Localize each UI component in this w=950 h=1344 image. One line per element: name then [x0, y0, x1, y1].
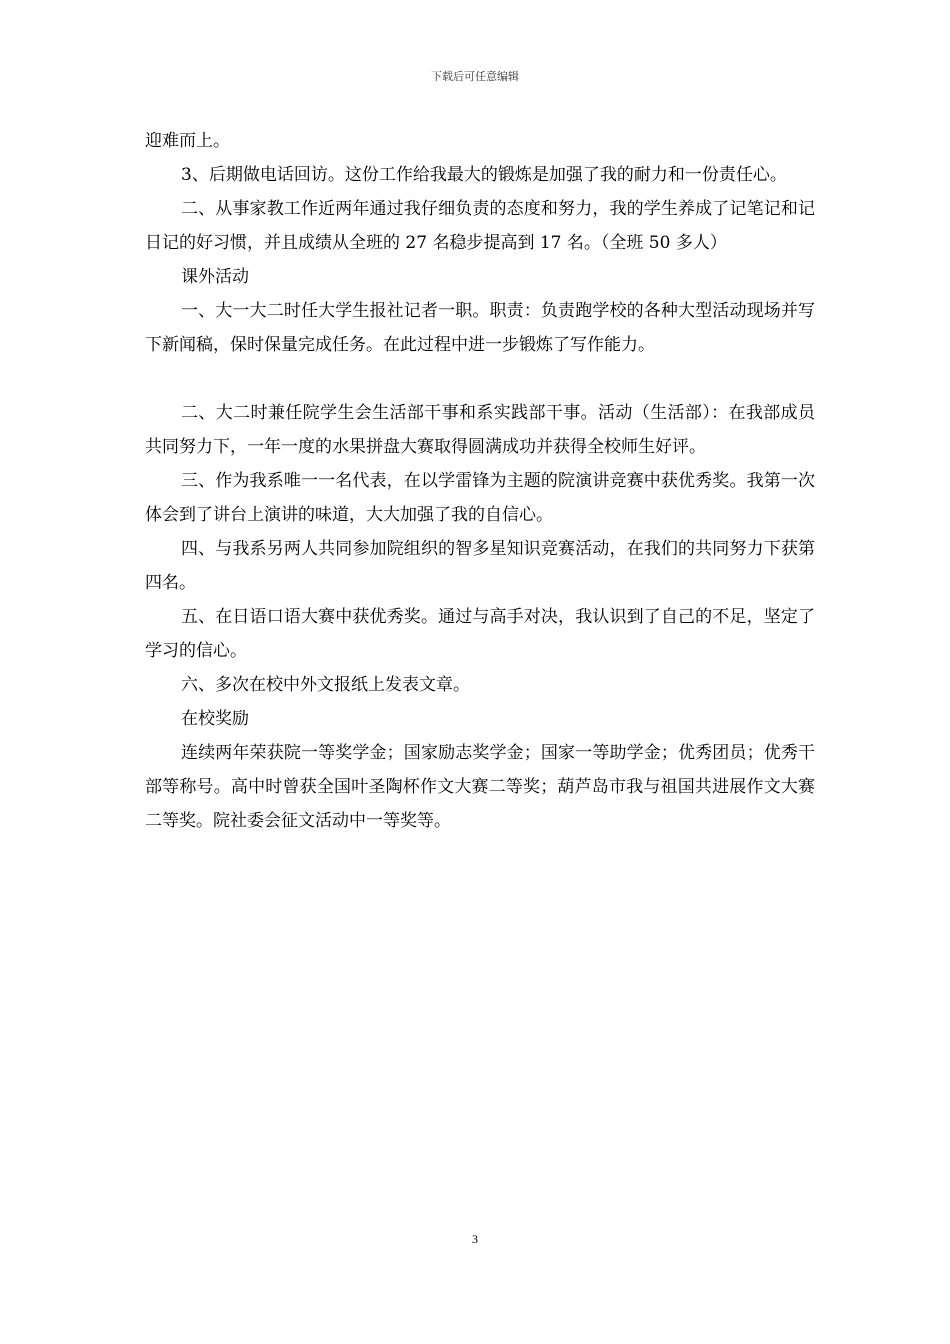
document-body [145, 124, 815, 838]
paragraph-japanese-contest: 五、在日语口语大赛中获优秀奖。通过与高手对决，我认识到了自己的不足，坚定了学习的信心。 [145, 607, 815, 661]
paragraph-reporter: 一、大一大二时任大学生报社记者一职。职责：负责跑学校的各种大型活动现场并写下新闻稿，保时保量完成任务。在此过程中进一步锻炼了写作能力。 [145, 301, 815, 355]
section-heading-extracurricular: 课外活动 [181, 267, 249, 287]
paragraph-speech-contest: 三、作为我系唯一一名代表，在以学雷锋为主题的院演讲竞赛中获优秀奖。我第一次体会到了讲台上演讲的味道，大大加强了我的自信心。 [145, 471, 815, 525]
paragraph-awards: 连续两年荣获院一等奖学金；国家励志奖学金；国家一等助学金；优秀团员；优秀干部等称号。高中时曾获全国叶圣陶杯作文大赛二等奖；葫芦岛市我与祖国共进展作文大赛二等奖。院社委会征文活动中一等奖等。 [145, 743, 815, 831]
paragraph-tutoring: 二、从事家教工作近两年通过我仔细负责的态度和努力，我的学生养成了记笔记和记日记的好习惯，并且成绩从全班的 27 名稳步提高到 17 名。（全班 50 多人） [145, 199, 815, 253]
page-number: 3 [472, 1232, 478, 1246]
section-heading-awards: 在校奖励 [181, 709, 249, 729]
paragraph-knowledge-contest: 四、与我系另两人共同参加院组织的智多星知识竞赛活动，在我们的共同努力下获第四名。 [145, 539, 815, 593]
paragraph-phone-followup: 3、后期做电话回访。这份工作给我最大的锻炼是加强了我的耐力和一份责任心。 [181, 165, 787, 185]
paragraph-student-union: 二、大二时兼任院学生会生活部干事和系实践部干事。活动（生活部）：在我部成员共同努力下，一年一度的水果拼盘大赛取得圆满成功并获得全校师生好评。 [145, 403, 815, 457]
paragraph-continuation: 迎难而上。 [145, 131, 230, 151]
page-header: 下载后可任意编辑 [431, 70, 519, 83]
paragraph-articles: 六、多次在校中外文报纸上发表文章。 [181, 675, 470, 695]
